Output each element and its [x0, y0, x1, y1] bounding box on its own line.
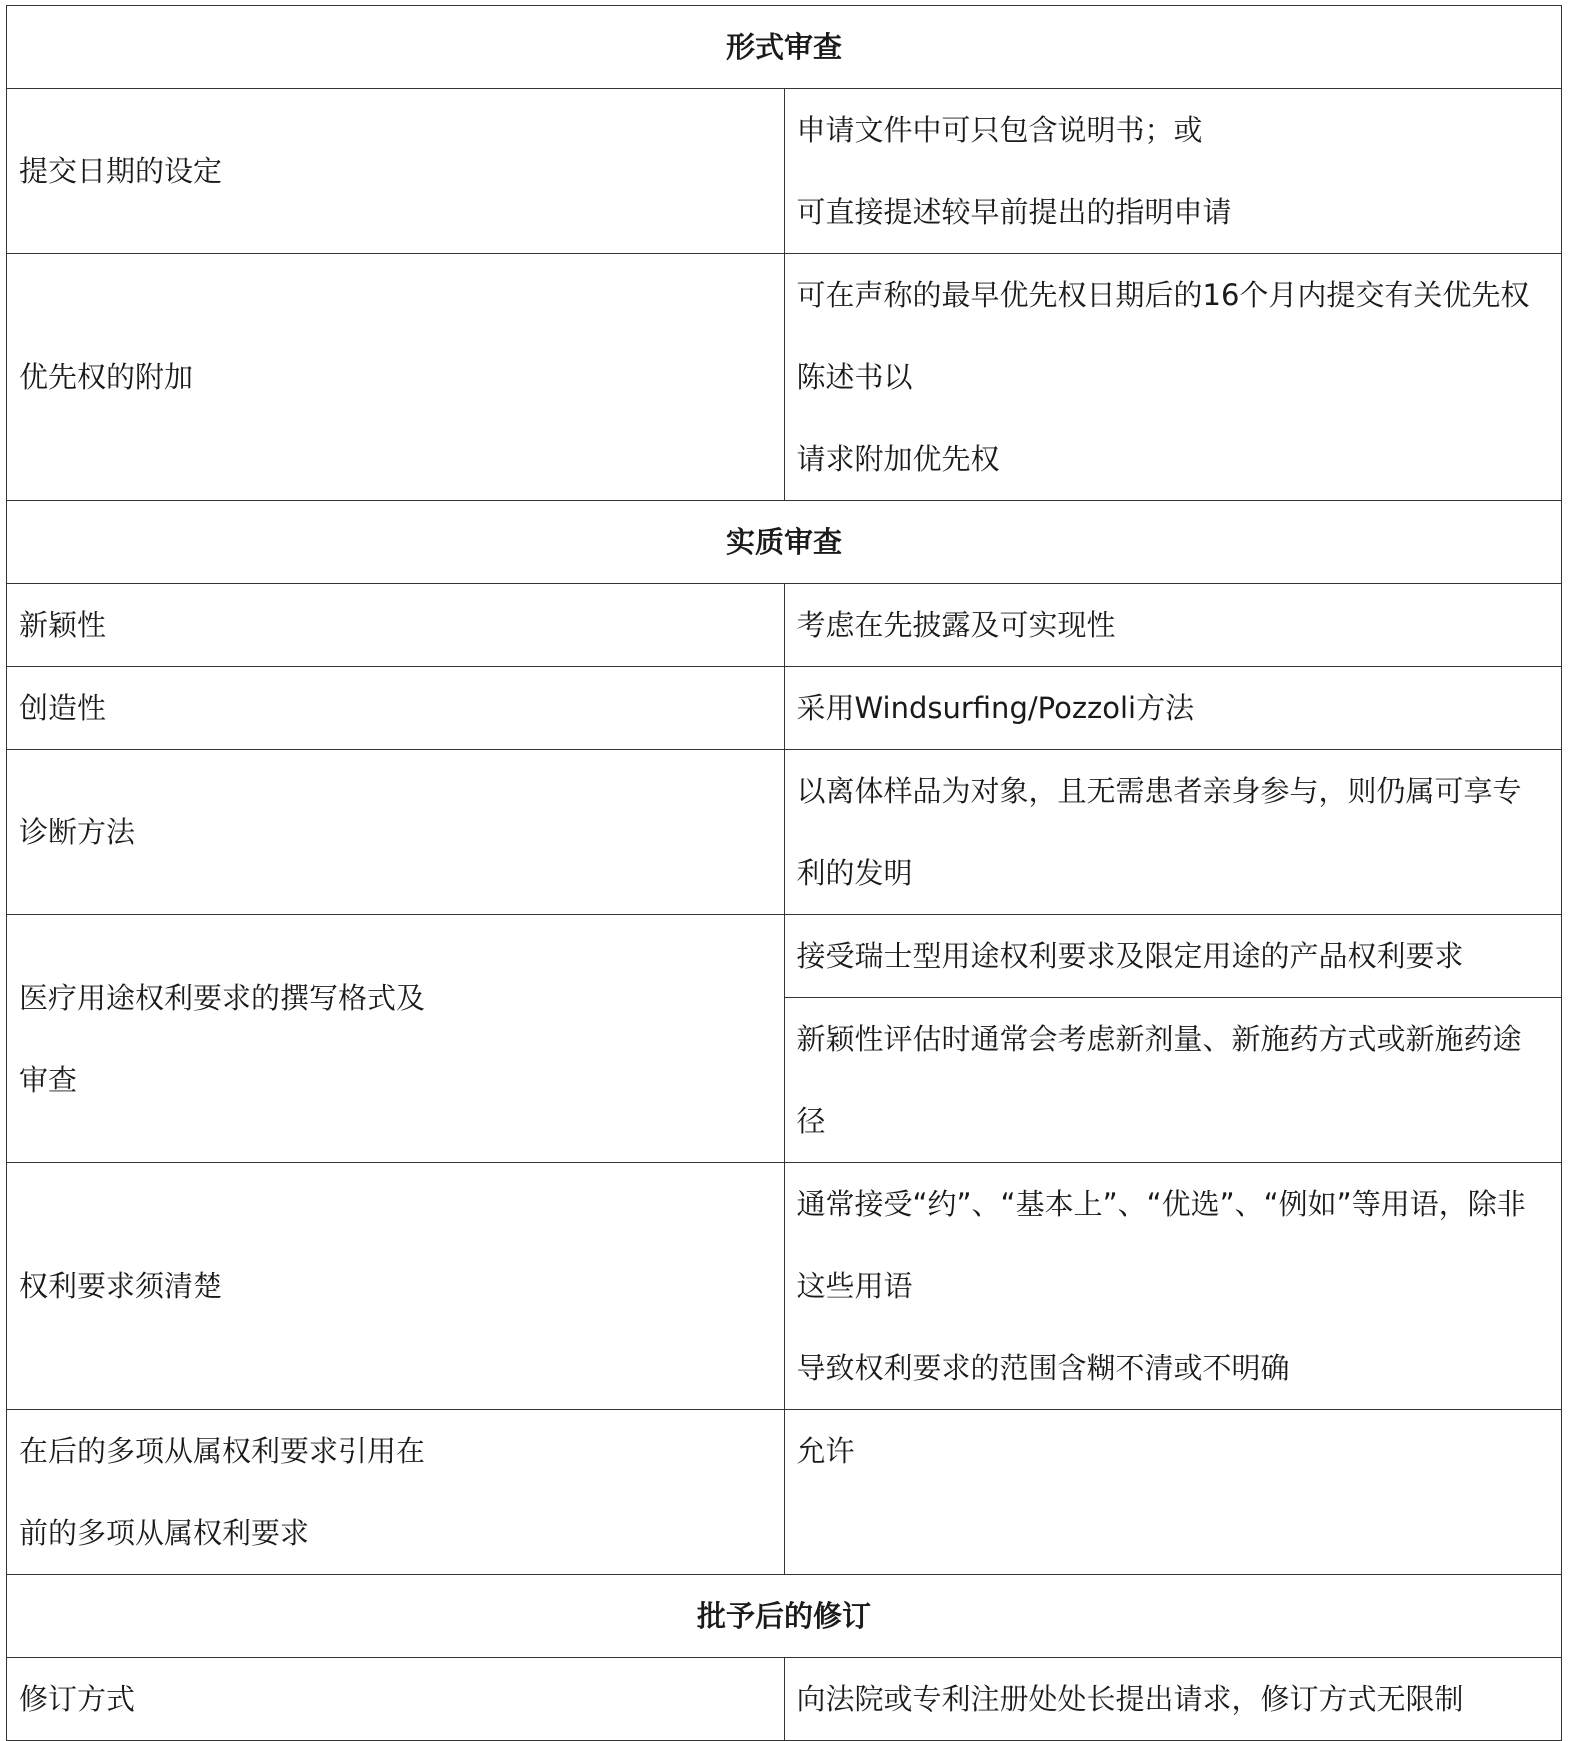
section-header-formal: 形式审查 — [7, 6, 1562, 89]
row-value-amendment-method: 向法院或专利注册处处长提出请求，修订方式无限制 — [784, 1658, 1562, 1741]
value-line: 可在声称的最早优先权日期后的16个月内提交有关优先权陈述书以 — [796, 278, 1530, 394]
label-line: 审查 — [19, 1062, 78, 1097]
row-value-medical-use-2: 新颖性评估时通常会考虑新剂量、新施药方式或新施药途径 — [784, 998, 1562, 1163]
label-line: 医疗用途权利要求的撰写格式及 — [19, 980, 426, 1015]
row-value-inventive-step: 采用Windsurfing/Pozzoli方法 — [784, 667, 1562, 750]
row-value-clarity — [784, 1163, 1562, 1410]
value-line: 可直接提述较早前提出的指明申请 — [796, 195, 1232, 229]
row-value-priority — [784, 254, 1562, 501]
row-label-novelty: 新颖性 — [7, 584, 785, 667]
row-label-multiple-dependent — [7, 1410, 785, 1575]
row-label-inventive-step: 创造性 — [7, 667, 785, 750]
value-line: 申请文件中可只包含说明书；或 — [796, 113, 1203, 147]
row-value-multiple-dependent: 允许 — [784, 1410, 1562, 1575]
row-label-clarity: 权利要求须清楚 — [7, 1163, 785, 1410]
value-line: 导致权利要求的范围含糊不清或不明确 — [796, 1351, 1290, 1385]
row-value-medical-use-1: 接受瑞士型用途权利要求及限定用途的产品权利要求 — [784, 915, 1562, 998]
row-label-priority: 优先权的附加 — [7, 254, 785, 501]
row-label-filing-date: 提交日期的设定 — [7, 89, 785, 254]
patent-examination-table — [6, 5, 1562, 1741]
section-header-post-grant: 批予后的修订 — [7, 1575, 1562, 1658]
row-value-novelty: 考虑在先披露及可实现性 — [784, 584, 1562, 667]
row-value-filing-date — [784, 89, 1562, 254]
row-label-diagnostic-methods: 诊断方法 — [7, 750, 785, 915]
section-header-substantive: 实质审查 — [7, 501, 1562, 584]
row-value-diagnostic-methods: 以离体样品为对象，且无需患者亲身参与，则仍属可享专利的发明 — [784, 750, 1562, 915]
value-line: 请求附加优先权 — [796, 442, 1000, 476]
row-label-medical-use — [7, 915, 785, 1163]
label-line: 在后的多项从属权利要求引用在 — [19, 1434, 426, 1468]
value-line: 通常接受“约”、“基本上”、“优选”、“例如”等用语，除非这些用语 — [796, 1187, 1526, 1303]
label-line: 前的多项从属权利要求 — [19, 1516, 310, 1550]
row-label-amendment-method: 修订方式 — [7, 1658, 785, 1741]
